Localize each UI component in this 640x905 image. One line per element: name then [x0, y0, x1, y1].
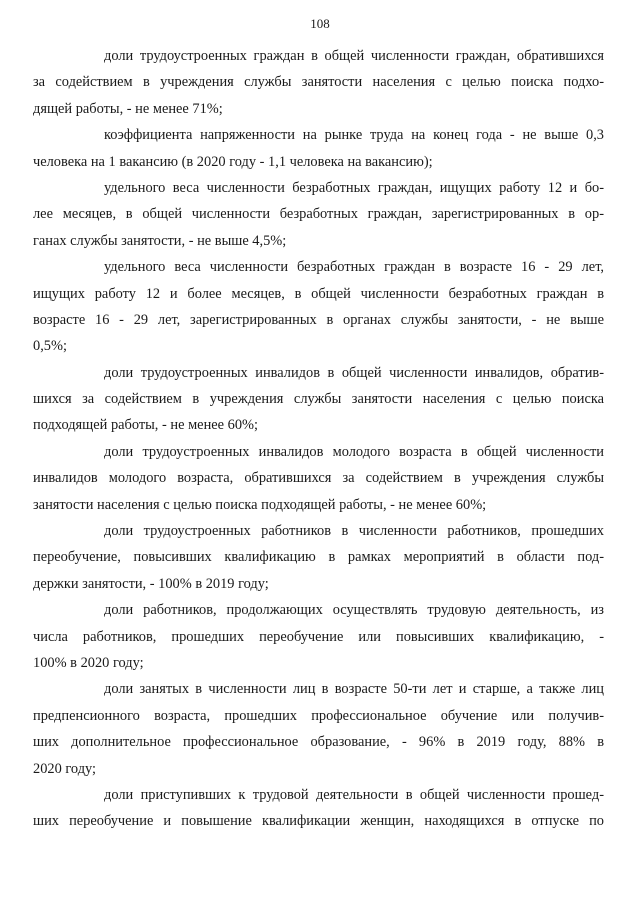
- text-line: 0,5%;: [33, 338, 67, 355]
- text-line: шихся за содействием в учреждения службы занятости населения с целью поиска: [33, 391, 604, 408]
- text-line: возрасте 16 - 29 лет, зарегистрированных в органах службы занятости, - не выше: [33, 311, 604, 328]
- text-line: занятости населения с целью поиска подходящей работы, - не менее 60%;: [33, 496, 487, 513]
- text-line: доли трудоустроенных граждан в общей численности граждан, обратившихся: [104, 48, 604, 64]
- text-line: удельного веса численности безработных граждан, ищущих работу 12 и бо-: [104, 179, 604, 196]
- text-line: доли занятых в численности лиц в возрасте 50-ти лет и старше, а также лиц: [104, 681, 604, 698]
- text-line: держки занятости, - 100% в 2019 году;: [33, 575, 269, 592]
- text-line: предпенсионного возраста, прошедших профессиональное обучение или получив-: [33, 707, 604, 724]
- text-line: доли трудоустроенных работников в численности работников, прошедших: [104, 523, 604, 540]
- text-line: ших дополнительное профессиональное образование, - 96% в 2019 году, 88% в: [33, 734, 604, 751]
- text-line: 2020 году;: [33, 760, 97, 777]
- text-line: за содействием в учреждения службы занятости населения с целью поиска подхо-: [33, 74, 604, 91]
- text-line: ищущих работу 12 и более месяцев, в общей численности безработных граждан в: [33, 285, 604, 302]
- page-number: 108: [310, 16, 330, 31]
- text-line: 100% в 2020 году;: [33, 654, 144, 671]
- text-line: доли трудоустроенных инвалидов в общей численности инвалидов, обратив-: [104, 364, 604, 381]
- text-line: инвалидов молодого возраста, обратившихся за содействием в учреждения службы: [33, 470, 604, 487]
- text-line: доли работников, продолжающих осуществлять трудовую деятельность, из: [104, 602, 604, 619]
- text-line: удельного веса численности безработных граждан в возрасте 16 - 29 лет,: [104, 259, 604, 276]
- text-line: доли приступивших к трудовой деятельности в общей численности прошед-: [104, 786, 604, 803]
- text-line: лее месяцев, в общей численности безработных граждан, зарегистрированных в ор-: [33, 206, 604, 223]
- text-line: дящей работы, - не менее 71%;: [33, 100, 223, 117]
- text-line: подходящей работы, - не менее 60%;: [33, 417, 259, 434]
- text-line: ших переобучение и повышение квалификации женщин, находящихся в отпуске по: [33, 813, 604, 830]
- text-line: ганах службы занятости, - не выше 4,5%;: [33, 232, 287, 249]
- text-line: доли трудоустроенных инвалидов молодого возраста в общей численности: [104, 443, 604, 460]
- document-body: [33, 43, 604, 835]
- text-line: человека на 1 вакансию (в 2020 году - 1,1 человека на вакансию);: [33, 153, 433, 170]
- text-line: числа работников, прошедших переобучение или повысивших квалификацию, -: [33, 628, 604, 645]
- text-line: коэффициента напряженности на рынке труда на конец года - не выше 0,3: [104, 127, 604, 144]
- text-line: переобучение, повысивших квалификацию в рамках мероприятий в области под-: [33, 549, 604, 566]
